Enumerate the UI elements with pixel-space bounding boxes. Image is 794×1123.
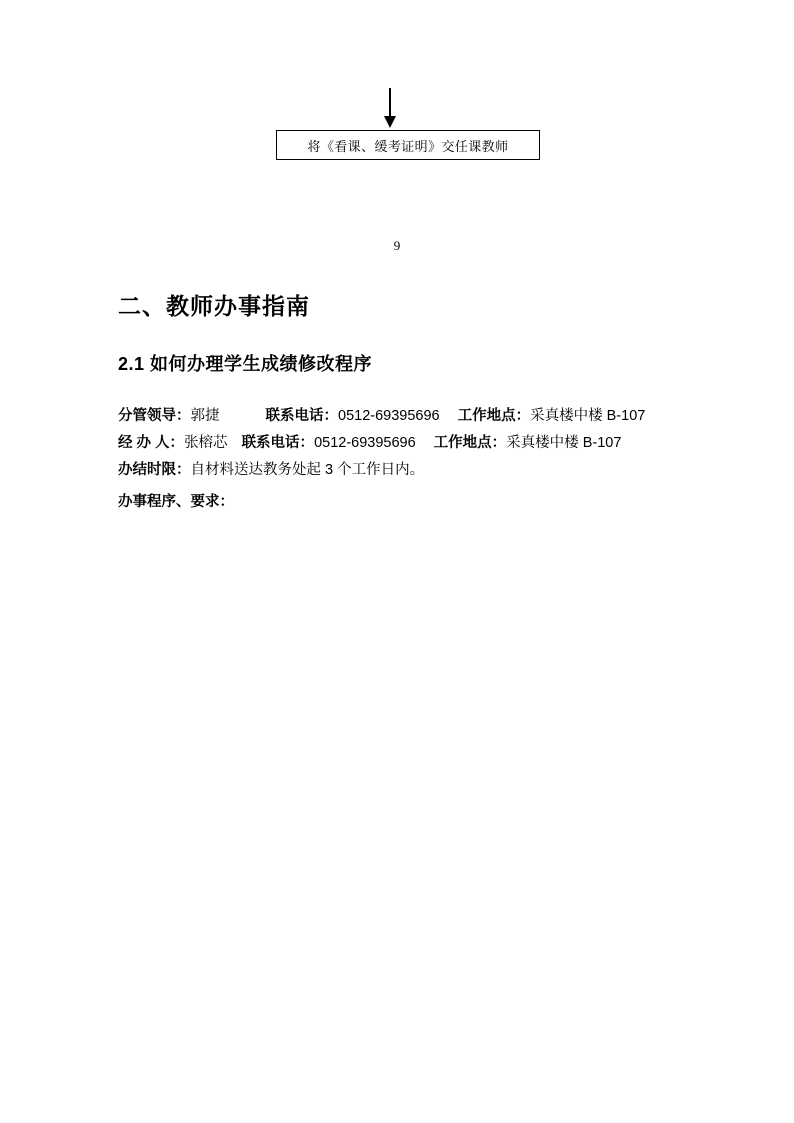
supervisor-phone: 0512-69395696 — [338, 408, 440, 424]
info-block — [118, 404, 688, 485]
handler-location: 采真楼中楼 B-107 — [506, 435, 622, 451]
handler-label: 经 办 人： — [118, 435, 185, 451]
handler-name: 张榕芯 — [184, 435, 228, 451]
handler-location-label: 工作地点： — [433, 435, 507, 451]
info-row-supervisor — [118, 404, 688, 428]
supervisor-location: 采真楼中楼 B-107 — [530, 408, 646, 424]
arrow-head — [384, 116, 396, 128]
flowchart-down-arrow-icon — [383, 88, 397, 130]
info-row-handler — [118, 431, 688, 455]
flowchart-step-box — [276, 130, 540, 160]
flowchart-step-label: 将《看课、缓考证明》交任课教师 — [307, 138, 509, 154]
info-row-deadline — [118, 458, 688, 482]
deadline-text: 自材料送达教务处起 3 个工作日内。 — [190, 462, 425, 478]
handler-phone: 0512-69395696 — [314, 435, 416, 451]
page-number: 9 — [393, 238, 401, 253]
supervisor-name: 郭捷 — [190, 408, 220, 424]
subsection-title: 2.1 如何办理学生成绩修改程序 — [118, 354, 373, 374]
deadline-label: 办结时限： — [118, 462, 191, 478]
supervisor-label: 分管领导： — [118, 408, 191, 424]
supervisor-phone-label: 联系电话： — [265, 408, 338, 424]
section-title: 二、教师办事指南 — [118, 293, 310, 319]
procedure-label: 办事程序、要求： — [118, 494, 234, 510]
handler-phone-label: 联系电话： — [241, 435, 315, 451]
supervisor-location-label: 工作地点： — [457, 408, 531, 424]
